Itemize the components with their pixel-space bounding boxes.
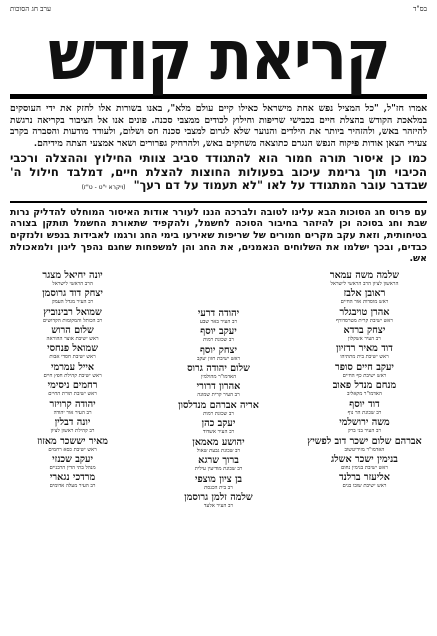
main-headline: קריאת קודש	[48, 14, 389, 96]
signatory	[302, 436, 427, 453]
signatory-title: ראש ישיבת חסדי אבות	[49, 354, 96, 361]
signatory	[156, 308, 281, 325]
signatory-title: האדמו"ר מהולמין	[200, 374, 237, 381]
thin-divider	[10, 201, 427, 203]
warning-source: (ויקרא י"ט - ט"ז)	[81, 184, 126, 192]
signatory-title: ראש ישיבת אוצר ההוראה	[46, 336, 99, 343]
signatory-name: אהרון דרורי	[196, 381, 241, 393]
signatory-title: ראש ישיבת כף החיים	[342, 372, 387, 379]
signatory-title: רב העיר מעלה אדומים	[49, 483, 96, 490]
signatory	[10, 380, 135, 397]
signatory-name: שמואל רבינוביץ	[43, 306, 102, 318]
signatory	[10, 343, 135, 360]
signatory-title: האדמו"ר מזידיטשוב	[344, 446, 385, 453]
signatory-title: רב בית הכנסת	[204, 484, 233, 491]
signatories-column-1	[302, 270, 427, 510]
signatory-name: שלמה זלמן גרוסמן	[184, 491, 253, 503]
signatory-title: הראשון לציון הרב הראשי לישראל	[330, 280, 399, 287]
signatory-title: רב קהילת ראשון לציון	[50, 428, 95, 435]
signatory	[156, 345, 281, 362]
signatory-name: בנימין ישכר אשלג	[331, 453, 398, 465]
signatory-title: רב שכונת רמות	[203, 337, 234, 344]
signatory-title: רב שכונת הר נוף	[347, 409, 382, 416]
signatory-name: יעקב חיים סופר	[334, 361, 394, 373]
signatory-name: שלום יהודה גרוס	[187, 363, 250, 375]
signatory-name: יצחק יוסף	[199, 344, 238, 356]
signatory	[302, 343, 427, 360]
signatory-title: רב העיר מגדל העמק	[51, 299, 94, 306]
signatory-name: שלום הרוש	[51, 325, 94, 337]
signatory-title: האדמו"ר מקאליב	[347, 391, 382, 398]
signatory-name: יעקב שכנזי	[52, 453, 93, 465]
signatory-title: רב הכותל והמקומות הקדושים	[42, 317, 103, 324]
signatory-name: ברוך שרגא	[198, 455, 239, 467]
signatory-name: יעקב כהן	[201, 418, 236, 430]
signatory-name: אריה אברהם מנדלסון	[178, 399, 259, 411]
signatory-title: ראש ישיבת תורת החיים	[48, 391, 97, 398]
signatory-title: מנהל בתי הדין הרבניים	[49, 464, 96, 471]
warning-paragraph	[10, 152, 427, 195]
signatory	[10, 472, 135, 489]
signatory-title: רב העיר אשדוד	[202, 429, 235, 436]
signatory-name: בן ציון מוצפי	[194, 473, 243, 485]
signatory-name: יונה יחיאל מצגר	[42, 269, 103, 281]
call-paragraph: עם פרוס חג הסוכות הבא עלינו לטובה ולברכה הננו לעורר אודות האיסור המוחלט להדליק נרות שבת וחג בסוכה וכן להיזהר בחיבור הסוכה לחשמל, ולהקפיד שתאורת החשמל תותקן בצורה בטיחותית, וזאת עקב מקרים חמורים של שריפות שאירעו בימי החג ורגמו לאבידות בנפש ולנזקים כבדים, ובכך ישלמו את השלוחים הנאמנים, את החג והן למשפחות שחגם נהפך ליגון ולמאכולת אש.	[10, 206, 427, 265]
signatory-name: אהרן טויבגלר	[339, 306, 390, 318]
signatory	[156, 437, 281, 454]
header-date: ערב חג הסוכות	[10, 5, 51, 13]
signatory-title: רב העיר אור יהודה	[53, 409, 92, 416]
signatory	[302, 472, 427, 489]
signatory-name: יהודה קרויזר	[49, 398, 96, 410]
signatory-name: אייל עמרמי	[51, 361, 95, 373]
signatory-title: רב שכונת גבעת שאול	[196, 447, 241, 454]
signatory-name: מרדכי נגארי	[49, 472, 96, 484]
signatory-title: רב העיר אשקלון	[348, 336, 381, 343]
signatory-title: ראש ישיבת בית מתתיהו	[340, 354, 389, 361]
signatory-title: ראש ישיבת קהילת חפץ חיים	[43, 372, 102, 379]
signatory	[156, 363, 281, 380]
signatory	[156, 474, 281, 491]
signatory	[156, 400, 281, 417]
signatory	[10, 270, 135, 287]
signatory-title: הרב הראשי לישראל	[52, 280, 93, 287]
signatory-title: ראש ישיבת כסא רחמים	[48, 446, 97, 453]
intro-paragraph: אמרו חז"ל, "כל המציל נפש אחת מישראל כאילו קיים עולם מלא", באנו בשורות אלו לחזק את ידי העוסקים במלאכת הקודש בהצלת חיים בכבישי שריפות וחילוץ לכודים ממצבי סכנה. פונים אנו אל הציבור בקריאה נרגשת להיזהר באש, ולהזהיר ביותר את הילדים והנוער שלא לגרום למצבי סכנה חס ושלום, ולעודד מודעות והסברה בקרב צעירי הצאן אודות פיקוח הנפש הנגרם כתוצאה משחקים באש, ולהרחיק גפרורים ושאר אמצעי הצתה מידיהם.	[10, 103, 427, 149]
signatory-title: רב שכונת מודיעין עילית	[194, 466, 243, 473]
signatory	[10, 362, 135, 379]
signatory-name: רחמים ניסימי	[47, 380, 98, 392]
signatory	[156, 381, 281, 398]
signatory	[302, 325, 427, 342]
signatory-title: רב העיר אלעד	[203, 502, 234, 509]
signatory-name: יהושע מאמאן	[192, 436, 245, 448]
signatory-title: רב העיר באר שבע	[199, 318, 238, 325]
signatories-column-3	[10, 270, 135, 510]
signatory	[156, 326, 281, 343]
signatory	[302, 380, 427, 397]
signatory	[302, 362, 427, 379]
signatory	[156, 492, 281, 509]
warning-text: כמו כן איסור תורה חמור הוא להתגודד סביב צוותי החילוץ וההצלה ורכבי הכיבוי תוך גרימת עיכוב בפעולות החוצות להצלת חיים, דמלבד חילול ה' שבדבר עובר המתגודד על לאו "לא תעמוד על דם רעך"	[10, 151, 427, 193]
signatory	[10, 436, 135, 453]
signatory	[10, 307, 135, 324]
signatory	[10, 417, 135, 434]
signatories	[10, 270, 427, 510]
signatory-name: יצחק דוד גרוסמן	[42, 288, 103, 300]
signatory-title: ראש ישיבת שובו בנים	[342, 483, 387, 490]
signatory-name: יעקב יוסף	[200, 326, 237, 338]
signatory-name: אברהם שלום ישכר דוב לפשיץ	[307, 435, 422, 447]
signatory	[10, 325, 135, 342]
signatory-name: דוד יוסף	[349, 398, 380, 410]
signatory	[302, 307, 427, 324]
signatory	[302, 270, 427, 287]
signatory-name: יונה דבלין	[54, 417, 91, 429]
signatory-title: ראש ישיבת בנימין נחום	[340, 464, 388, 471]
signatory-name: מנחם מנדל פאוב	[332, 380, 397, 392]
signatory-title: רב שכונת רמות	[203, 410, 234, 417]
signatory-title: רב העיר קרית שמונה	[197, 392, 240, 399]
signatory-name: אליעזר ברלנד	[339, 472, 390, 484]
signatory-name: דוד מאיר רדזיון	[336, 343, 393, 355]
signatory-name: יצחק ברדא	[343, 325, 386, 337]
signatory-title: ראש מוסדות אור החיים	[340, 299, 389, 306]
signatory	[10, 454, 135, 471]
signatory	[302, 288, 427, 305]
signatory-title: ראש ישיבת קרית מטרסדורף	[335, 317, 393, 324]
signatory-name: משה ירושלמי	[339, 417, 390, 429]
signatory	[302, 454, 427, 471]
signatory-name: שמואל פנחסי	[47, 343, 98, 355]
signatory	[302, 417, 427, 434]
signatory	[156, 455, 281, 472]
header-bsd: בס"ד	[413, 5, 427, 13]
signatory-name: מאיר יששכר מאזוז	[37, 435, 108, 447]
signatory	[10, 288, 135, 305]
top-line	[10, 4, 427, 14]
signatory-name: יהודה דרעי	[197, 307, 240, 319]
signatory-name: ראובן אלבז	[343, 288, 386, 300]
signatory-name: שלמה משה עמאר	[329, 269, 400, 281]
signatories-column-2	[156, 270, 281, 510]
signatory-title: ראש ישיבת חזון יעקב	[196, 355, 241, 362]
signatory	[10, 399, 135, 416]
signatory	[156, 418, 281, 435]
signatory	[302, 399, 427, 416]
signatory-title: רב העיר בני ברק	[347, 428, 382, 435]
